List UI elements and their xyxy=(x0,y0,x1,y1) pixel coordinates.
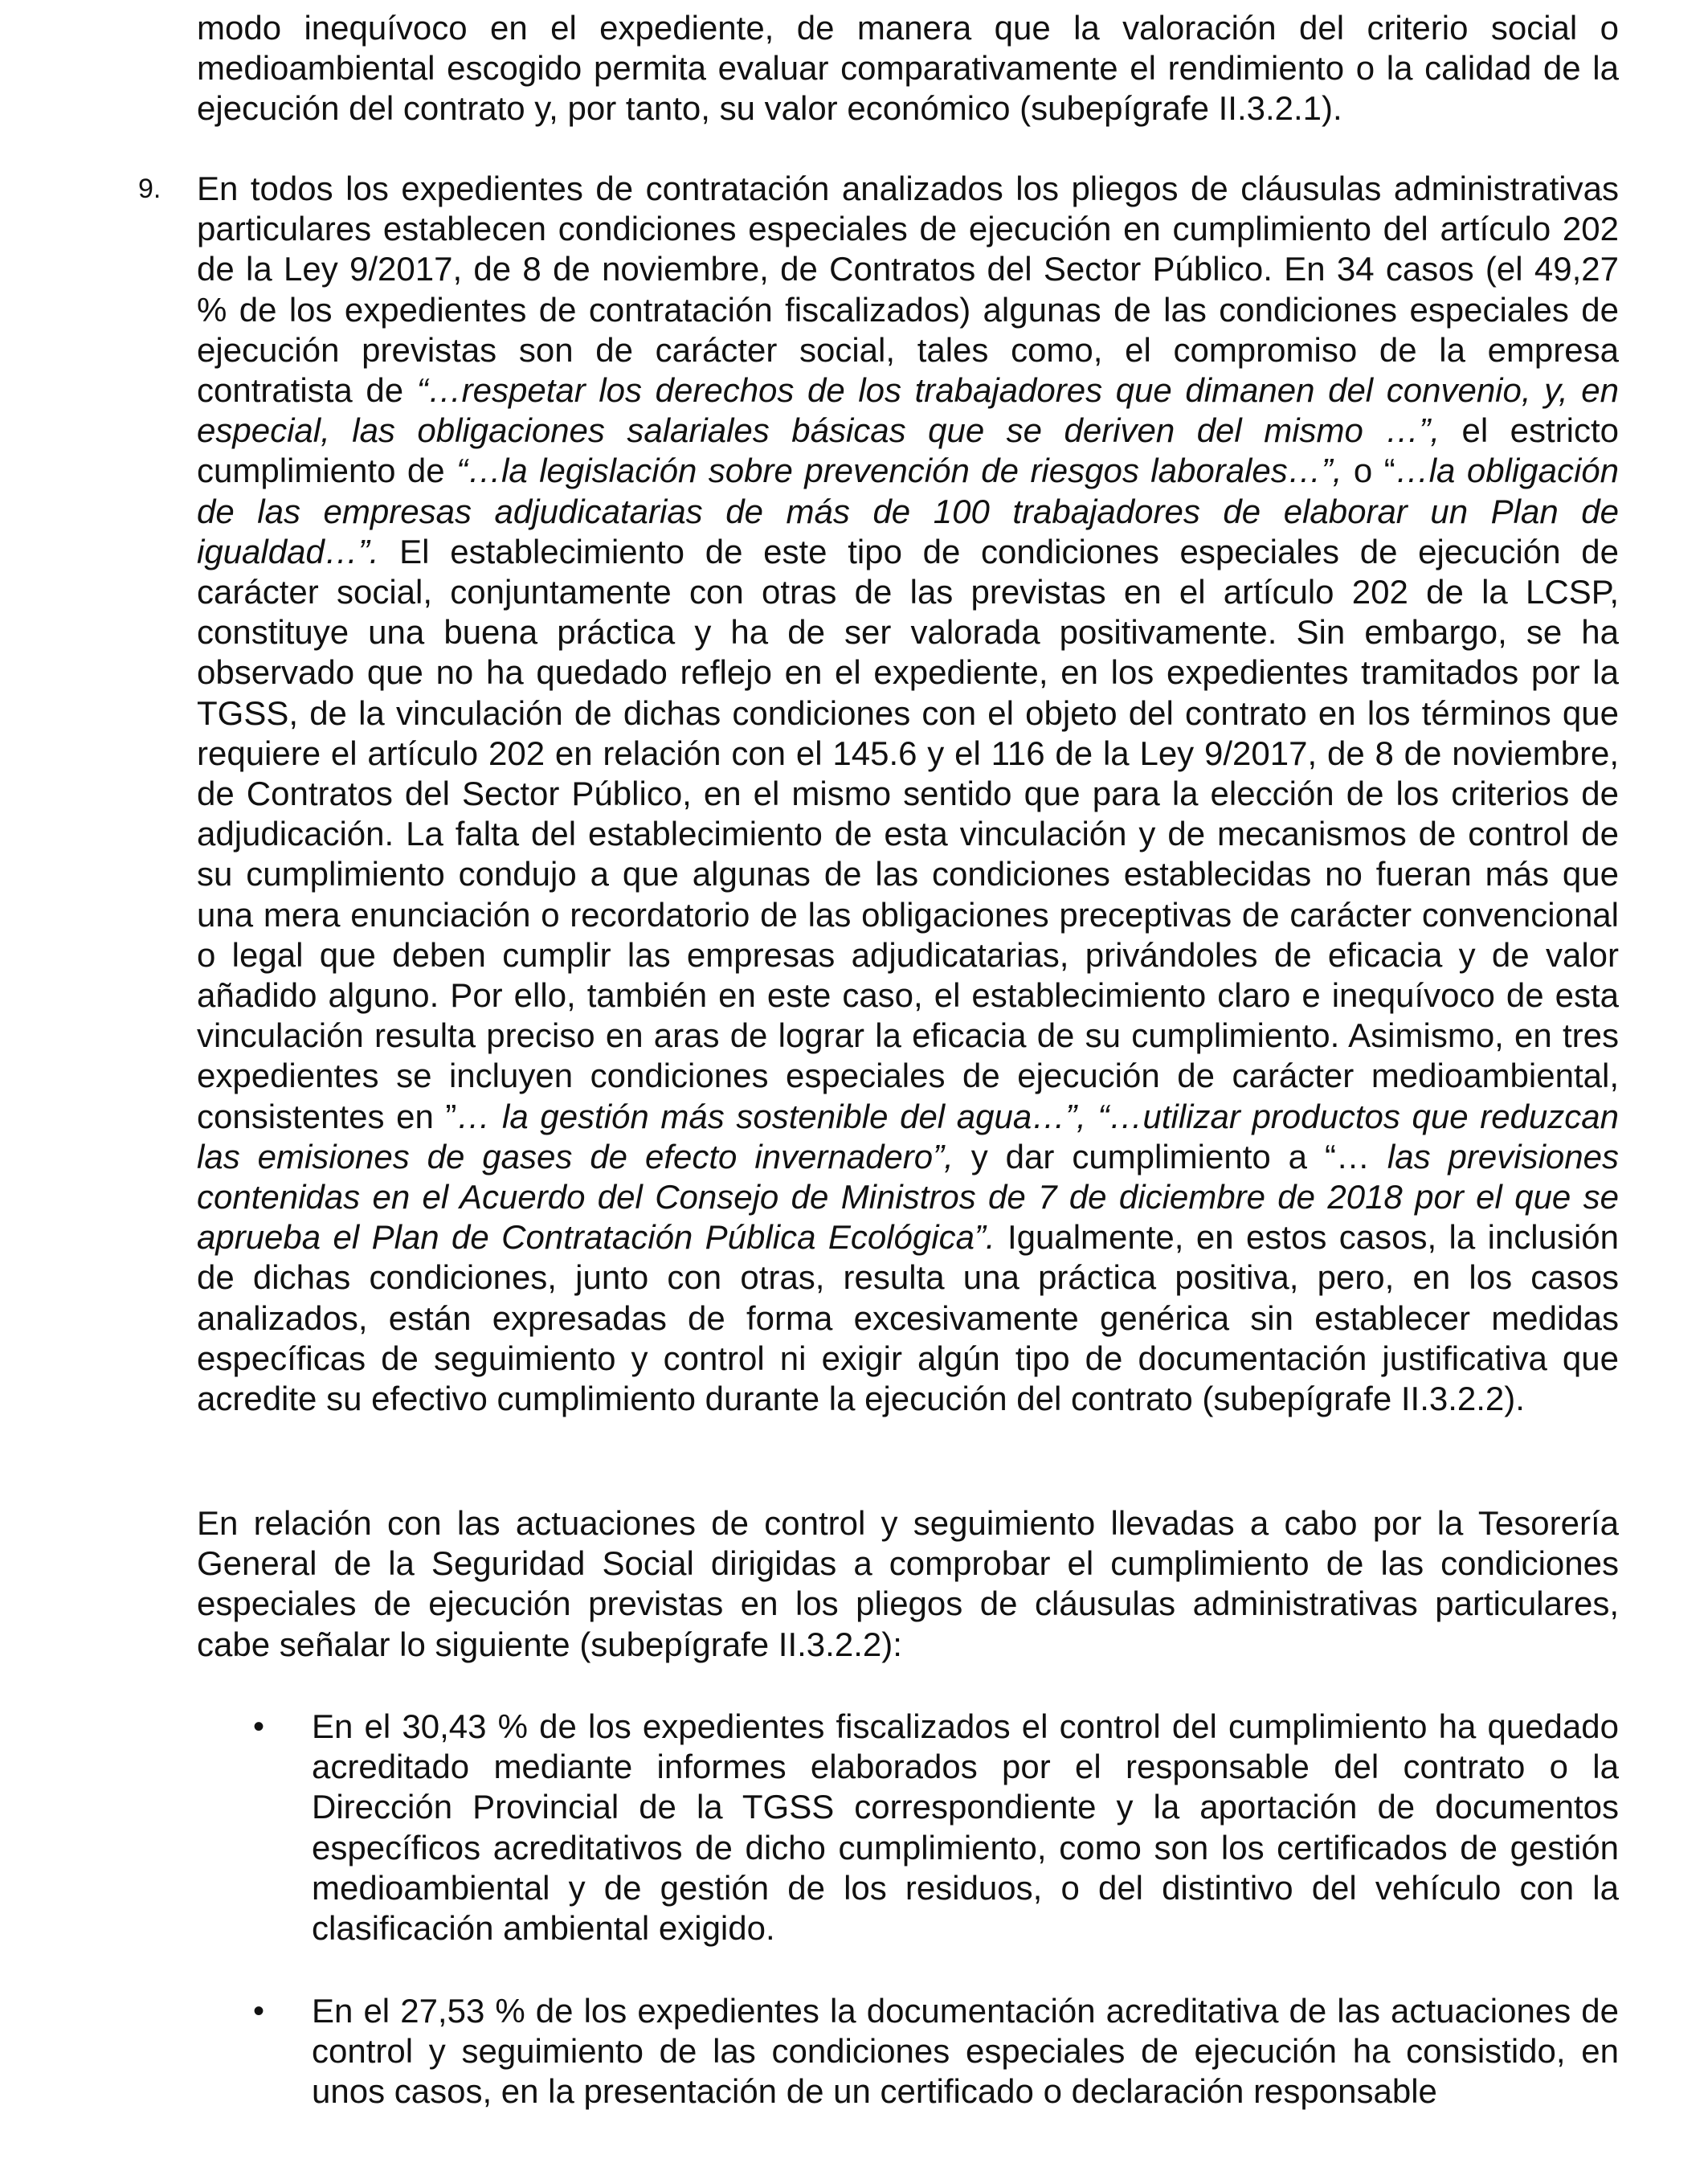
bullet-marker: • xyxy=(253,1993,265,2029)
bullet-item-text: En el 30,43 % de los expedientes fiscalizados el control del cumplimiento ha quedado acreditado mediante informes elaborados por el responsable del contrato o la Dirección Provincial de la TGSS correspondiente y la aportación de documentos específicos acreditativos de dicho cumplimiento, como son los certificados de gestión medioambiental y de gestión de los residuos, o del distintivo del vehículo con la clasificación ambiental exigido. xyxy=(312,1707,1619,1948)
relation-paragraph: En relación con las actuaciones de control y seguimiento llevadas a cabo por la Tesorería General de la Seguridad Social dirigidas a comprobar el cumplimiento de las condiciones especiales de ejecución previstas en los pliegos de cláusulas administrativas particulares, cabe señalar lo siguiente (subepígrafe II.3.2.2): xyxy=(197,1504,1619,1663)
paragraph-segment: el estricto cumplimiento de xyxy=(197,411,1619,490)
item-number: 9. xyxy=(138,174,161,204)
quoted-segment: las previsiones contenidas en el Acuerdo del Consejo de Ministros de 7 de diciembre de 2018 por el que se aprueba el Plan de Contratación Pública Ecológica”. xyxy=(197,1137,1619,1257)
bullet-marker: • xyxy=(253,1709,265,1744)
paragraph-segment: El establecimiento de este tipo de condiciones especiales de ejecución de carácter social, conjuntamente con otras de las previstas en el artículo 202 de la LCSP, constituye una buena práctica y ha de ser valorada positivamente. Sin embargo, se ha observado que no ha quedado reflejo en el expediente, en los expedientes tramitados por la TGSS, de la vinculación de dichas condiciones con el objeto del contrato en los términos que requiere el artículo 202 en relación con el 145.6 y el 116 de la Ley 9/2017, de 8 de noviembre, de Contratos del Sector Público, en el mismo sentido que para la elección de los criterios de adjudicación. La falta del establecimiento de esta vinculación y de mecanismos de control de su cumplimiento condujo a que algunas de las condiciones establecidas no fueran más que una mera enunciación o recordatorio de las obligaciones preceptivas de carácter convencional o legal que deben cumplir las empresas adjudicatarias, privándoles de eficacia y de valor añadido alguno. Por ello, también en este caso, el establecimiento claro e inequívoco de esta vinculación resulta preciso en aras de lograr la eficacia de su cumplimiento. Asimismo, en tres expedientes se incluyen condiciones especiales de ejecución de carácter medioambiental, consistentes en ” xyxy=(197,532,1619,1135)
paragraph-segment: En todos los expedientes de contratación analizados los pliegos de cláusulas administrativas particulares establecen condiciones especiales de ejecución en cumplimiento del artículo 202 de la Ley 9/2017, de 8 de noviembre, de Contratos del Sector Público. En 34 casos (el 49,27 % de los expedientes de contratación fiscalizados) algunas de las condiciones especiales de ejecución previstas son de carácter social, tales como, el compromiso de la empresa contratista de xyxy=(197,170,1619,410)
paragraph-segment: y dar cumplimiento a “… xyxy=(953,1137,1387,1176)
bullet-item-text: En el 27,53 % de los expedientes la documentación acreditativa de las actuaciones de control y seguimiento de las condiciones especiales de ejecución ha consistido, en unos casos, en la presentación de un certificado o declaración responsable xyxy=(312,1992,1619,2111)
quoted-segment: …la obligación de las empresas adjudicatarias de más de 100 trabajadores de elaborar un Plan de igualdad…”. xyxy=(197,452,1619,570)
intro-paragraph: modo inequívoco en el expediente, de manera que la valoración del criterio social o medioambiental escogido permita evaluar comparativamente el rendimiento o la calidad de la ejecución del contrato y, por tanto, su valor económico (subepígrafe II.3.2.1). xyxy=(197,9,1619,128)
quoted-segment: … la gestión más sostenible del agua…”, “…utilizar productos que reduzcan las emisiones de gases de efecto invernadero”, xyxy=(197,1097,1619,1176)
item-9-paragraph xyxy=(197,169,1619,1419)
quoted-segment: “…respetar los derechos de los trabajadores que dimanen del convenio, y, en especial, las obligaciones salariales básicas que se deriven del mismo …”, xyxy=(197,371,1620,450)
quoted-segment: “…la legislación sobre prevención de riesgos laborales…”, xyxy=(456,452,1342,490)
paragraph-segment: o “ xyxy=(1342,452,1395,490)
paragraph-segment: Igualmente, en estos casos, la inclusión de dichas condiciones, junto con otras, resulta una práctica positiva, pero, en los casos analizados, están expresadas de forma excesivamente genérica sin establecer medidas específicas de seguimiento y control ni exigir algún tipo de documentación justificativa que acredite su efectivo cumplimiento durante la ejecución del contrato (subepígrafe II.3.2.2). xyxy=(197,1218,1619,1418)
